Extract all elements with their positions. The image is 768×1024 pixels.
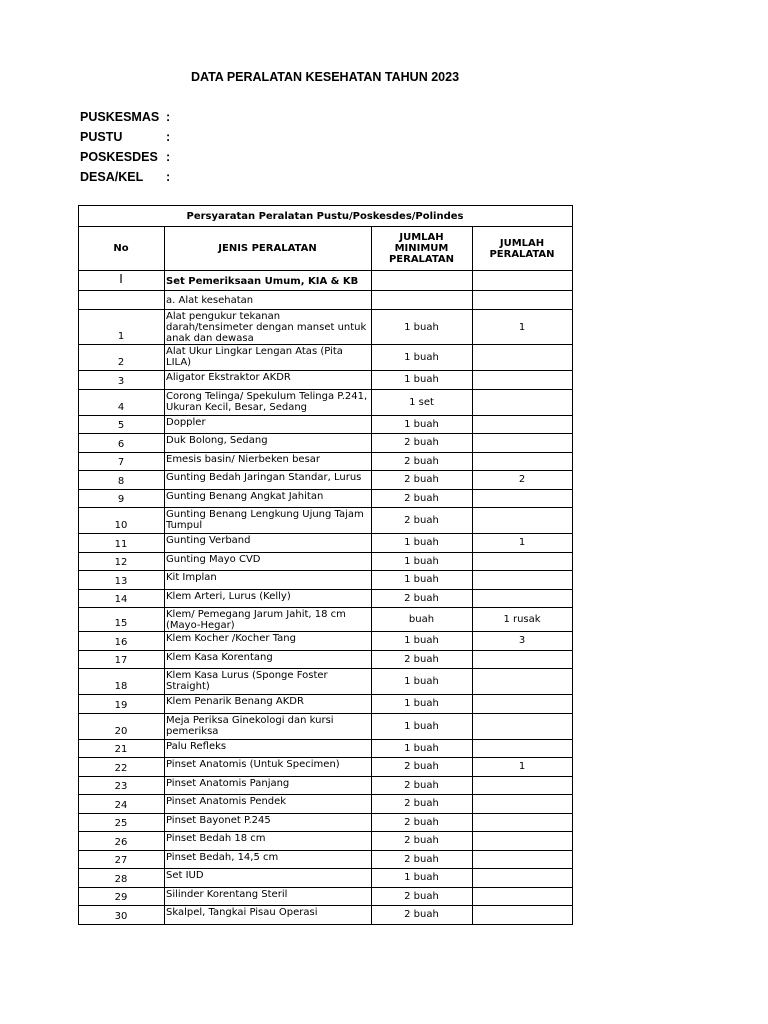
meta-separator: : [166,150,171,164]
document-title: DATA PERALATAN KESEHATAN TAHUN 2023 [190,70,460,84]
subsection-title: a. Alat kesehatan [165,291,372,310]
table-row [79,310,573,345]
table-row [79,695,573,714]
equipment-name: Duk Bolong, Sedang [165,434,372,453]
equipment-name: Emesis basin/ Nierbeken besar [165,452,372,471]
minimum-quantity: 1 buah [372,869,473,888]
minimum-quantity: 1 set [372,389,473,415]
row-number: 24 [79,795,165,814]
equipment-quantity [473,489,573,508]
equipment-quantity: 1 [473,534,573,553]
equipment-name: Alat Ukur Lingkar Lengan Atas (Pita LILA) [165,345,372,371]
minimum-quantity: 1 buah [372,345,473,371]
minimum-quantity: 2 buah [372,832,473,851]
equipment-quantity [473,589,573,608]
meta-label: PUSTU [80,130,123,144]
equipment-name: Pinset Bedah 18 cm [165,832,372,851]
table-row [79,813,573,832]
table-row [79,489,573,508]
equipment-quantity [473,371,573,390]
equipment-quantity [473,776,573,795]
equipment-quantity [473,415,573,434]
equipment-quantity [473,850,573,869]
equipment-name: Klem Kocher /Kocher Tang [165,632,372,651]
row-number: 18 [79,669,165,695]
table-row [79,389,573,415]
minimum-quantity: 2 buah [372,776,473,795]
equipment-quantity: 2 [473,471,573,490]
row-number: 20 [79,713,165,739]
equipment-quantity [473,508,573,534]
table-row [79,713,573,739]
equipment-quantity [473,739,573,758]
meta-separator: : [166,110,171,124]
equipment-quantity [473,813,573,832]
row-number: 16 [79,632,165,651]
row-number: 2 [79,345,165,371]
table-row [79,776,573,795]
row-number: 13 [79,571,165,590]
equipment-name: Pinset Anatomis Pendek [165,795,372,814]
table-row [79,906,573,925]
minimum-quantity: 2 buah [372,489,473,508]
row-number: 4 [79,389,165,415]
empty-cell [473,291,573,310]
table-row [79,650,573,669]
equipment-name: Klem Arteri, Lurus (Kelly) [165,589,372,608]
empty-cell [372,271,473,291]
meta-field-poskesdes [80,150,170,164]
equipment-name: Klem Kasa Lurus (Sponge Foster Straight) [165,669,372,695]
equipment-quantity [473,552,573,571]
table-row [79,434,573,453]
row-number: 3 [79,371,165,390]
minimum-quantity: buah [372,608,473,632]
row-number: 21 [79,739,165,758]
row-number: 1 [79,310,165,345]
equipment-name: Gunting Benang Lengkung Ujung Tajam Tumpul [165,508,372,534]
equipment-quantity [473,795,573,814]
equipment-name: Silinder Korentang Steril [165,887,372,906]
equipment-quantity [473,434,573,453]
row-number: 8 [79,471,165,490]
table-row [79,571,573,590]
equipment-name: Pinset Anatomis (Untuk Specimen) [165,758,372,777]
equipment-name: Pinset Bayonet P.245 [165,813,372,832]
minimum-quantity: 1 buah [372,739,473,758]
equipment-name: Gunting Mayo CVD [165,552,372,571]
table-row [79,608,573,632]
table-row [79,887,573,906]
minimum-quantity: 2 buah [372,906,473,925]
equipment-name: Alat pengukur tekanan darah/tensimeter dengan manset untuk anak dan dewasa [165,310,372,345]
table-row [79,452,573,471]
row-number: 19 [79,695,165,714]
header-no: No [79,227,165,271]
subsection-row [79,291,573,310]
minimum-quantity: 1 buah [372,571,473,590]
meta-separator: : [166,170,171,184]
equipment-quantity [473,713,573,739]
table-header-row [79,227,573,271]
minimum-quantity: 1 buah [372,310,473,345]
equipment-quantity [473,452,573,471]
table-row [79,552,573,571]
equipment-name: Kit Implan [165,571,372,590]
table-row [79,758,573,777]
row-number: 29 [79,887,165,906]
meta-field-puskesmas [80,110,170,124]
table-row [79,832,573,851]
equipment-quantity [473,869,573,888]
meta-label: PUSKESMAS [80,110,160,124]
minimum-quantity: 2 buah [372,813,473,832]
minimum-quantity: 1 buah [372,415,473,434]
minimum-quantity: 2 buah [372,887,473,906]
equipment-name: Gunting Bedah Jaringan Standar, Lurus [165,471,372,490]
equipment-name: Meja Periksa Ginekologi dan kursi pemeriksa [165,713,372,739]
row-number: 30 [79,906,165,925]
equipment-name: Klem Kasa Korentang [165,650,372,669]
row-number: 5 [79,415,165,434]
equipment-name: Aligator Ekstraktor AKDR [165,371,372,390]
table-row [79,869,573,888]
meta-field-desa-kel [80,170,170,184]
section-number: I [79,271,165,291]
minimum-quantity: 1 buah [372,695,473,714]
meta-label: DESA/KEL [80,170,144,184]
minimum-quantity: 1 buah [372,371,473,390]
row-number: 9 [79,489,165,508]
minimum-quantity: 1 buah [372,713,473,739]
equipment-name: Set IUD [165,869,372,888]
equipment-quantity [473,669,573,695]
minimum-quantity: 2 buah [372,850,473,869]
equipment-name: Gunting Verband [165,534,372,553]
section-title: Set Pemeriksaan Umum, KIA & KB [165,271,372,291]
empty-cell [473,271,573,291]
minimum-quantity: 2 buah [372,452,473,471]
meta-separator: : [166,130,171,144]
equipment-quantity [473,832,573,851]
minimum-quantity: 1 buah [372,534,473,553]
equipment-name: Gunting Benang Angkat Jahitan [165,489,372,508]
meta-label: POSKESDES [80,150,158,164]
minimum-quantity: 2 buah [372,589,473,608]
table-row [79,589,573,608]
table-caption-row [79,206,573,227]
equipment-quantity [473,389,573,415]
minimum-quantity: 2 buah [372,471,473,490]
minimum-quantity: 2 buah [372,650,473,669]
row-number: 7 [79,452,165,471]
row-number: 17 [79,650,165,669]
equipment-quantity [473,650,573,669]
table-caption: Persyaratan Peralatan Pustu/Poskesdes/Polindes [79,206,573,227]
section-row [79,271,573,291]
meta-field-pustu [80,130,170,144]
minimum-quantity: 2 buah [372,758,473,777]
empty-cell [372,291,473,310]
equipment-quantity [473,571,573,590]
row-number: 27 [79,850,165,869]
table-row [79,371,573,390]
row-number: 25 [79,813,165,832]
equipment-name: Palu Refleks [165,739,372,758]
minimum-quantity: 2 buah [372,508,473,534]
table-row [79,669,573,695]
equipment-name: Corong Telinga/ Spekulum Telinga P.241, Ukuran Kecil, Besar, Sedang [165,389,372,415]
header-jumlah-peralatan: JUMLAH PERALATAN [473,227,573,271]
equipment-name: Pinset Anatomis Panjang [165,776,372,795]
equipment-quantity: 1 [473,758,573,777]
equipment-name: Klem Penarik Benang AKDR [165,695,372,714]
table-row [79,471,573,490]
equipment-name: Skalpel, Tangkai Pisau Operasi [165,906,372,925]
equipment-quantity [473,887,573,906]
row-number: 14 [79,589,165,608]
header-jenis-peralatan: JENIS PERALATAN [165,227,372,271]
row-number: 23 [79,776,165,795]
equipment-quantity [473,345,573,371]
table-row [79,534,573,553]
equipment-table [78,205,573,925]
table-row [79,632,573,651]
equipment-quantity: 3 [473,632,573,651]
empty-cell [79,291,165,310]
row-number: 10 [79,508,165,534]
equipment-quantity: 1 [473,310,573,345]
minimum-quantity: 2 buah [372,434,473,453]
equipment-name: Doppler [165,415,372,434]
equipment-name: Klem/ Pemegang Jarum Jahit, 18 cm (Mayo-Hegar) [165,608,372,632]
table-row [79,508,573,534]
minimum-quantity: 1 buah [372,669,473,695]
row-number: 28 [79,869,165,888]
row-number: 26 [79,832,165,851]
row-number: 6 [79,434,165,453]
table-row [79,415,573,434]
equipment-quantity [473,906,573,925]
row-number: 22 [79,758,165,777]
table-row [79,850,573,869]
row-number: 11 [79,534,165,553]
minimum-quantity: 1 buah [372,632,473,651]
equipment-quantity: 1 rusak [473,608,573,632]
equipment-name: Pinset Bedah, 14,5 cm [165,850,372,869]
table-row [79,345,573,371]
table-row [79,795,573,814]
header-jumlah-minimum: JUMLAH MINIMUM PERALATAN [372,227,473,271]
minimum-quantity: 1 buah [372,552,473,571]
row-number: 12 [79,552,165,571]
table-row [79,739,573,758]
minimum-quantity: 2 buah [372,795,473,814]
equipment-quantity [473,695,573,714]
row-number: 15 [79,608,165,632]
